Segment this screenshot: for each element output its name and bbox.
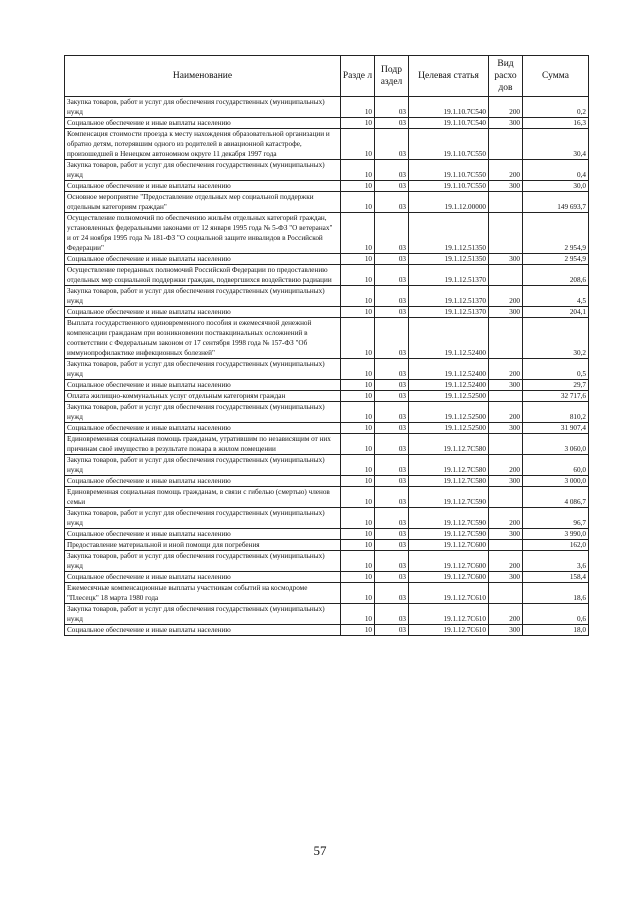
row-sum: 3 990,0	[523, 529, 589, 540]
row-vid	[489, 434, 523, 455]
row-podrazdel: 03	[375, 551, 409, 572]
row-sum: 4 086,7	[523, 487, 589, 508]
row-razdel: 10	[341, 265, 375, 286]
row-sum: 32 717,6	[523, 391, 589, 402]
table-row	[65, 160, 589, 181]
row-podrazdel: 03	[375, 359, 409, 380]
row-name: Закупка товаров, работ и услуг для обеспечения государственных (муниципальных) нужд	[65, 604, 341, 625]
row-article: 19.1.12.7С580	[409, 455, 489, 476]
table-row	[65, 583, 589, 604]
table-row	[65, 402, 589, 423]
row-podrazdel: 03	[375, 265, 409, 286]
row-article: 19.1.12.7С610	[409, 604, 489, 625]
row-razdel: 10	[341, 434, 375, 455]
row-name: Компенсация стоимости проезда к месту нахождения образовательной организации и обратно детям, потерявшим одного из родителей в авиационной катастрофе, произошедшей в Ненецком автономном округе 11 декабря 1997 года	[65, 129, 341, 160]
row-razdel: 10	[341, 604, 375, 625]
row-razdel: 10	[341, 160, 375, 181]
header-vid: Вид расхо дов	[489, 56, 523, 97]
row-article: 19.1.10.7С540	[409, 97, 489, 118]
row-sum: 4,5	[523, 286, 589, 307]
row-name: Предоставление материальной и иной помощи для погребения	[65, 540, 341, 551]
row-sum: 0,5	[523, 359, 589, 380]
row-sum: 158,4	[523, 572, 589, 583]
budget-table-container	[64, 55, 588, 636]
row-article: 19.1.12.00000	[409, 192, 489, 213]
table-row	[65, 213, 589, 254]
row-name: Закупка товаров, работ и услуг для обеспечения государственных (муниципальных) нужд	[65, 455, 341, 476]
row-podrazdel: 03	[375, 380, 409, 391]
row-vid: 200	[489, 286, 523, 307]
table-row	[65, 434, 589, 455]
row-razdel: 10	[341, 254, 375, 265]
row-vid: 200	[489, 551, 523, 572]
row-podrazdel: 03	[375, 181, 409, 192]
row-podrazdel: 03	[375, 286, 409, 307]
row-razdel: 10	[341, 380, 375, 391]
row-name: Социальное обеспечение и иные выплаты населению	[65, 625, 341, 636]
row-article: 19.1.12.7С580	[409, 476, 489, 487]
row-vid: 200	[489, 97, 523, 118]
row-sum: 60,0	[523, 455, 589, 476]
table-row	[65, 476, 589, 487]
row-podrazdel: 03	[375, 423, 409, 434]
row-name: Социальное обеспечение и иные выплаты населению	[65, 380, 341, 391]
row-sum: 29,7	[523, 380, 589, 391]
row-name: Закупка товаров, работ и услуг для обеспечения государственных (муниципальных) нужд	[65, 359, 341, 380]
table-row	[65, 391, 589, 402]
row-article: 19.1.12.51370	[409, 265, 489, 286]
row-vid	[489, 318, 523, 359]
row-razdel: 10	[341, 625, 375, 636]
row-razdel: 10	[341, 402, 375, 423]
row-razdel: 10	[341, 213, 375, 254]
row-vid: 200	[489, 359, 523, 380]
row-razdel: 10	[341, 307, 375, 318]
row-sum: 0,6	[523, 604, 589, 625]
row-sum: 96,7	[523, 508, 589, 529]
row-razdel: 10	[341, 583, 375, 604]
row-vid: 200	[489, 160, 523, 181]
row-name: Осуществление полномочий по обеспечению жильём отдельных категорий граждан, установленных федеральными законами от 12 января 1995 года № 5-ФЗ "О ветеранах" и от 24 ноября 1995 года № 181-ФЗ "О социальной защите инвалидов в Российской Федерации"	[65, 213, 341, 254]
row-sum: 208,6	[523, 265, 589, 286]
header-podrazdel: Подр аздел	[375, 56, 409, 97]
row-podrazdel: 03	[375, 213, 409, 254]
row-vid: 300	[489, 423, 523, 434]
row-razdel: 10	[341, 97, 375, 118]
table-row	[65, 192, 589, 213]
table-row	[65, 380, 589, 391]
row-article: 19.1.12.7С590	[409, 529, 489, 540]
row-podrazdel: 03	[375, 160, 409, 181]
row-podrazdel: 03	[375, 604, 409, 625]
row-sum: 3 060,0	[523, 434, 589, 455]
table-row	[65, 318, 589, 359]
row-name: Социальное обеспечение и иные выплаты населению	[65, 572, 341, 583]
table-row	[65, 572, 589, 583]
row-vid: 200	[489, 604, 523, 625]
row-vid: 200	[489, 402, 523, 423]
table-row	[65, 625, 589, 636]
row-sum: 31 907,4	[523, 423, 589, 434]
row-sum: 149 693,7	[523, 192, 589, 213]
row-razdel: 10	[341, 572, 375, 583]
row-podrazdel: 03	[375, 192, 409, 213]
table-row	[65, 129, 589, 160]
table-row	[65, 118, 589, 129]
row-podrazdel: 03	[375, 307, 409, 318]
row-vid: 300	[489, 118, 523, 129]
row-podrazdel: 03	[375, 487, 409, 508]
row-vid: 300	[489, 380, 523, 391]
row-razdel: 10	[341, 286, 375, 307]
row-podrazdel: 03	[375, 118, 409, 129]
row-razdel: 10	[341, 476, 375, 487]
row-article: 19.1.12.52400	[409, 359, 489, 380]
row-vid: 200	[489, 508, 523, 529]
row-podrazdel: 03	[375, 318, 409, 359]
table-row	[65, 423, 589, 434]
header-razdel: Разде л	[341, 56, 375, 97]
row-vid: 300	[489, 476, 523, 487]
row-vid	[489, 265, 523, 286]
row-razdel: 10	[341, 129, 375, 160]
table-row	[65, 254, 589, 265]
row-sum: 810,2	[523, 402, 589, 423]
row-sum: 30,2	[523, 318, 589, 359]
row-razdel: 10	[341, 391, 375, 402]
row-vid	[489, 129, 523, 160]
row-name: Закупка товаров, работ и услуг для обеспечения государственных (муниципальных) нужд	[65, 97, 341, 118]
row-razdel: 10	[341, 508, 375, 529]
row-podrazdel: 03	[375, 391, 409, 402]
table-row	[65, 529, 589, 540]
row-article: 19.1.12.7С600	[409, 540, 489, 551]
row-name: Осуществление переданных полномочий Российской Федерации по предоставлению отдельных мер социальной поддержки граждан, подвергшихся воздействию радиации	[65, 265, 341, 286]
row-article: 19.1.12.51350	[409, 254, 489, 265]
table-row	[65, 359, 589, 380]
row-podrazdel: 03	[375, 97, 409, 118]
row-vid: 300	[489, 625, 523, 636]
row-name: Закупка товаров, работ и услуг для обеспечения государственных (муниципальных) нужд	[65, 160, 341, 181]
row-article: 19.1.10.7С550	[409, 181, 489, 192]
row-podrazdel: 03	[375, 476, 409, 487]
table-row	[65, 508, 589, 529]
row-vid: 300	[489, 254, 523, 265]
table-row	[65, 307, 589, 318]
row-name: Выплата государственного единовременного пособия и ежемесячной денежной компенсации гражданам при возникновении поствакцинальных осложнений в соответствии с Федеральным законом от 17 сентября 1998 года № 157-ФЗ "Об иммунопрофилактике инфекционных болезней"	[65, 318, 341, 359]
row-podrazdel: 03	[375, 583, 409, 604]
row-name: Социальное обеспечение и иные выплаты населению	[65, 254, 341, 265]
row-razdel: 10	[341, 423, 375, 434]
row-sum: 2 954,9	[523, 254, 589, 265]
row-name: Ежемесячные компенсационные выплаты участникам событий на космодроме "Плесецк" 18 марта 1980 года	[65, 583, 341, 604]
row-article: 19.1.12.51350	[409, 213, 489, 254]
row-podrazdel: 03	[375, 540, 409, 551]
row-sum: 30,0	[523, 181, 589, 192]
table-row	[65, 487, 589, 508]
row-article: 19.1.12.7С600	[409, 572, 489, 583]
row-article: 19.1.12.52500	[409, 391, 489, 402]
row-article: 19.1.12.51370	[409, 286, 489, 307]
table-row	[65, 286, 589, 307]
row-podrazdel: 03	[375, 508, 409, 529]
row-article: 19.1.12.7С610	[409, 625, 489, 636]
row-sum: 0,4	[523, 160, 589, 181]
row-vid: 300	[489, 572, 523, 583]
table-row	[65, 455, 589, 476]
row-podrazdel: 03	[375, 572, 409, 583]
row-name: Социальное обеспечение и иные выплаты населению	[65, 423, 341, 434]
row-article: 19.1.10.7С540	[409, 118, 489, 129]
row-name: Единовременная социальная помощь гражданам, утратившим по независящим от них причинам своё имущество в результате пожара в жилом помещении	[65, 434, 341, 455]
row-razdel: 10	[341, 540, 375, 551]
table-row	[65, 97, 589, 118]
row-article: 19.1.10.7С550	[409, 160, 489, 181]
row-podrazdel: 03	[375, 434, 409, 455]
row-vid	[489, 192, 523, 213]
row-article: 19.1.12.52400	[409, 318, 489, 359]
row-article: 19.1.12.52400	[409, 380, 489, 391]
row-podrazdel: 03	[375, 402, 409, 423]
header-sum: Сумма	[523, 56, 589, 97]
row-podrazdel: 03	[375, 455, 409, 476]
row-podrazdel: 03	[375, 625, 409, 636]
table-row	[65, 540, 589, 551]
row-sum: 30,4	[523, 129, 589, 160]
table-row	[65, 551, 589, 572]
header-name: Наименование	[65, 56, 341, 97]
row-article: 19.1.12.52500	[409, 423, 489, 434]
table-row	[65, 604, 589, 625]
row-name: Основное мероприятие "Предоставление отдельных мер социальной поддержки отдельным категориям граждан"	[65, 192, 341, 213]
table-header-row	[65, 56, 589, 97]
row-podrazdel: 03	[375, 254, 409, 265]
row-sum: 2 954,9	[523, 213, 589, 254]
row-vid: 200	[489, 455, 523, 476]
row-name: Закупка товаров, работ и услуг для обеспечения государственных (муниципальных) нужд	[65, 286, 341, 307]
row-name: Закупка товаров, работ и услуг для обеспечения государственных (муниципальных) нужд	[65, 508, 341, 529]
row-sum: 16,3	[523, 118, 589, 129]
row-razdel: 10	[341, 118, 375, 129]
row-razdel: 10	[341, 529, 375, 540]
row-name: Закупка товаров, работ и услуг для обеспечения государственных (муниципальных) нужд	[65, 402, 341, 423]
row-podrazdel: 03	[375, 529, 409, 540]
row-article: 19.1.12.7С600	[409, 551, 489, 572]
row-name: Закупка товаров, работ и услуг для обеспечения государственных (муниципальных) нужд	[65, 551, 341, 572]
row-name: Оплата жилищно-коммунальных услуг отдельным категориям граждан	[65, 391, 341, 402]
row-article: 19.1.12.7С610	[409, 583, 489, 604]
row-name: Единовременная социальная помощь гражданам, в связи с гибелью (смертью) членов семьи	[65, 487, 341, 508]
row-name: Социальное обеспечение и иные выплаты населению	[65, 181, 341, 192]
row-razdel: 10	[341, 359, 375, 380]
row-razdel: 10	[341, 192, 375, 213]
row-article: 19.1.12.51370	[409, 307, 489, 318]
row-razdel: 10	[341, 181, 375, 192]
row-vid: 300	[489, 307, 523, 318]
row-sum: 162,0	[523, 540, 589, 551]
row-sum: 18,0	[523, 625, 589, 636]
row-name: Социальное обеспечение и иные выплаты населению	[65, 476, 341, 487]
row-vid	[489, 487, 523, 508]
page-number: 57	[313, 843, 327, 858]
row-sum: 3 000,0	[523, 476, 589, 487]
row-razdel: 10	[341, 551, 375, 572]
row-vid	[489, 213, 523, 254]
row-name: Социальное обеспечение и иные выплаты населению	[65, 529, 341, 540]
row-vid	[489, 583, 523, 604]
table-row	[65, 181, 589, 192]
row-razdel: 10	[341, 455, 375, 476]
row-sum: 18,6	[523, 583, 589, 604]
row-article: 19.1.12.52500	[409, 402, 489, 423]
row-article: 19.1.12.7С590	[409, 487, 489, 508]
row-vid	[489, 540, 523, 551]
table-body	[65, 97, 589, 636]
row-razdel: 10	[341, 487, 375, 508]
table-row	[65, 265, 589, 286]
row-vid: 300	[489, 529, 523, 540]
budget-table	[64, 55, 589, 636]
row-article: 19.1.12.7С580	[409, 434, 489, 455]
row-sum: 204,1	[523, 307, 589, 318]
row-vid: 300	[489, 181, 523, 192]
row-razdel: 10	[341, 318, 375, 359]
row-article: 19.1.12.7С590	[409, 508, 489, 529]
row-vid	[489, 391, 523, 402]
row-name: Социальное обеспечение и иные выплаты населению	[65, 118, 341, 129]
row-article: 19.1.10.7С550	[409, 129, 489, 160]
row-podrazdel: 03	[375, 129, 409, 160]
row-name: Социальное обеспечение и иные выплаты населению	[65, 307, 341, 318]
header-article: Целевая статья	[409, 56, 489, 97]
row-sum: 3,6	[523, 551, 589, 572]
row-sum: 0,2	[523, 97, 589, 118]
